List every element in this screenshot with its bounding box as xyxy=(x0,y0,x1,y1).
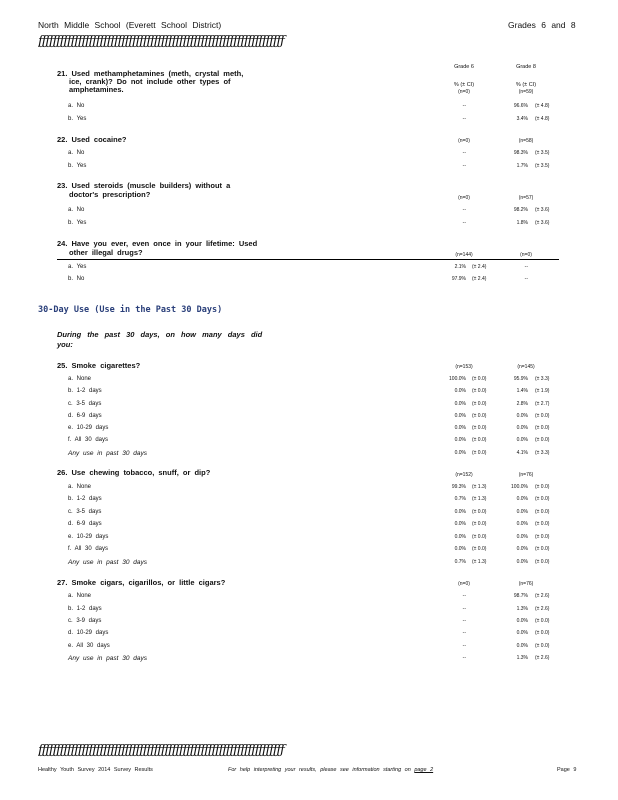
q21-value-grade8: 96.6% xyxy=(513,103,528,109)
q23-option-label: b. Yes xyxy=(68,220,87,226)
table-rule xyxy=(57,259,559,260)
q21-ci-grade8: (± 4.8) xyxy=(535,116,550,122)
q21-value-grade8: 3.4% xyxy=(516,116,528,122)
question-27: 27. Smoke cigars, cigarillos, or little cigars? xyxy=(57,578,226,587)
q22-value-grade8: 1.7% xyxy=(516,163,528,169)
q21-n-grade8: (n=59) xyxy=(518,89,534,95)
q26-value-grade8: 0.0% xyxy=(516,521,528,527)
q27-ci-grade8: (± 0.0) xyxy=(535,630,550,636)
q26-value-grade6: 0.0% xyxy=(454,521,466,527)
q26-value-grade8: 0.0% xyxy=(516,559,528,565)
q26-option-label: f. All 30 days xyxy=(68,546,109,552)
q26-value-grade6: 99.3% xyxy=(451,484,466,490)
question-24-line2: other illegal drugs? xyxy=(69,248,143,257)
q23-value-grade6: -- xyxy=(462,207,466,213)
q27-value-grade6: -- xyxy=(462,643,466,649)
q27-value-grade8: 0.0% xyxy=(516,630,528,636)
ornament-divider-bottom: ƒƒƒƒƒƒƒƒƒƒƒƒƒƒƒƒƒƒƒƒƒƒƒƒƒƒƒƒƒƒƒƒƒƒƒƒƒƒƒƒƒƒƒƒƒƒƒƒƒƒƒƒƒƒƒƒƒƒƒƒƒƒƒƒƒƒƒƒ xyxy=(38,743,284,758)
q27-ci-grade8: (± 0.0) xyxy=(535,618,550,624)
q26-ci-grade8: (± 0.0) xyxy=(535,521,550,527)
q26-ci-grade8: (± 0.0) xyxy=(535,496,550,502)
q26-value-grade8: 100.0% xyxy=(511,484,528,490)
q25-value-grade6: 0.0% xyxy=(454,437,466,443)
col-header-grade8: Grade 8 xyxy=(516,64,536,70)
q26-value-grade6: 0.0% xyxy=(454,509,466,515)
q26-ci-grade8: (± 0.0) xyxy=(535,484,550,490)
q22-n-grade6: (n=0) xyxy=(458,138,470,144)
q25-option-label: c. 3-5 days xyxy=(68,401,102,407)
q25-value-grade6: 100.0% xyxy=(449,376,466,382)
footer-page-link[interactable]: page 2 xyxy=(414,767,434,773)
q25-ci-grade8: (± 3.3) xyxy=(535,450,550,456)
q22-option-label: b. Yes xyxy=(68,163,87,169)
q26-value-grade8: 0.0% xyxy=(516,546,528,552)
q21-ci-grade8: (± 4.8) xyxy=(535,103,550,109)
footer-help-label: For help interpreting your results, please see information starting on xyxy=(228,767,411,773)
q25-n-grade6: (n=153) xyxy=(455,364,473,370)
q26-value-grade8: 0.0% xyxy=(516,534,528,540)
q22-value-grade6: -- xyxy=(462,150,466,156)
q26-ci-grade6: (± 1.3) xyxy=(472,484,487,490)
q25-option-label: d. 6-9 days xyxy=(68,413,102,419)
q24-ci-grade6: (± 2.4) xyxy=(472,264,487,270)
q25-ci-grade6: (± 0.0) xyxy=(472,413,487,419)
q25-ci-grade8: (± 0.0) xyxy=(535,413,550,419)
q25-value-grade8: 95.9% xyxy=(513,376,528,382)
question-23-line1: 23. Used steroids (muscle builders) without a xyxy=(57,181,231,190)
q25-ci-grade8: (± 0.0) xyxy=(535,437,550,443)
grades-header: Grades 6 and 8 xyxy=(508,20,576,30)
q25-ci-grade6: (± 0.0) xyxy=(472,450,487,456)
q26-value-grade8: 0.0% xyxy=(516,509,528,515)
q27-value-grade6: -- xyxy=(462,593,466,599)
q27-value-grade8: 0.0% xyxy=(516,618,528,624)
q25-value-grade8: 0.0% xyxy=(516,437,528,443)
q27-value-grade8: 98.7% xyxy=(513,593,528,599)
q27-option-label: d. 10-29 days xyxy=(68,630,109,636)
q26-option-label: b. 1-2 days xyxy=(68,496,102,502)
q22-n-grade8: (n=58) xyxy=(518,138,534,144)
q27-value-grade8: 1.3% xyxy=(516,606,528,612)
q27-option-label: Any use in past 30 days xyxy=(68,655,148,662)
question-26: 26. Use chewing tobacco, snuff, or dip? xyxy=(57,468,211,477)
q21-option-label: b. Yes xyxy=(68,116,87,122)
q25-ci-grade8: (± 2.7) xyxy=(535,401,550,407)
q26-option-label: a. None xyxy=(68,484,92,490)
q24-value-grade8: -- xyxy=(524,276,528,282)
q25-value-grade8: 4.1% xyxy=(516,450,528,456)
q23-value-grade8: 98.2% xyxy=(513,207,528,213)
q25-option-label: f. All 30 days xyxy=(68,437,109,443)
q25-ci-grade6: (± 0.0) xyxy=(472,425,487,431)
q22-ci-grade8: (± 3.5) xyxy=(535,150,550,156)
q25-value-grade8: 1.4% xyxy=(516,388,528,394)
q23-n-grade6: (n=0) xyxy=(458,195,470,201)
ornament-divider-top: ƒƒƒƒƒƒƒƒƒƒƒƒƒƒƒƒƒƒƒƒƒƒƒƒƒƒƒƒƒƒƒƒƒƒƒƒƒƒƒƒƒƒƒƒƒƒƒƒƒƒƒƒƒƒƒƒƒƒƒƒƒƒƒƒƒƒƒƒ xyxy=(38,34,284,49)
q26-ci-grade8: (± 0.0) xyxy=(535,509,550,515)
q22-ci-grade8: (± 3.5) xyxy=(535,163,550,169)
q26-value-grade6: 0.0% xyxy=(454,546,466,552)
question-21-line2: ice, crank)? Do not include other types of xyxy=(69,77,231,86)
q25-ci-grade6: (± 0.0) xyxy=(472,388,487,394)
q26-ci-grade8: (± 0.0) xyxy=(535,534,550,540)
q21-option-label: a. No xyxy=(68,103,85,109)
q23-ci-grade8: (± 3.6) xyxy=(535,220,550,226)
q27-option-label: c. 3-9 days xyxy=(68,618,102,624)
q25-value-grade6: 0.0% xyxy=(454,413,466,419)
question-21-line3: amphetamines. xyxy=(69,85,124,94)
q24-value-grade6: 97.9% xyxy=(451,276,466,282)
q26-option-label: e. 10-29 days xyxy=(68,534,109,540)
q27-option-label: a. None xyxy=(68,593,92,599)
q27-value-grade8: 0.0% xyxy=(516,643,528,649)
q26-ci-grade8: (± 0.0) xyxy=(535,546,550,552)
q25-ci-grade6: (± 0.0) xyxy=(472,376,487,382)
q26-n-grade8: (n=76) xyxy=(518,472,534,478)
q27-value-grade6: -- xyxy=(462,618,466,624)
q26-ci-grade6: (± 1.3) xyxy=(472,559,487,565)
prompt-30-days: During the past 30 days, on how many days did you: xyxy=(57,330,263,349)
q26-ci-grade8: (± 0.0) xyxy=(535,559,550,565)
q23-value-grade8: 1.8% xyxy=(516,220,528,226)
q27-option-label: b. 1-2 days xyxy=(68,606,102,612)
q27-ci-grade8: (± 2.6) xyxy=(535,655,550,661)
q27-value-grade8: 1.3% xyxy=(516,655,528,661)
q24-n-grade8: (n=0) xyxy=(520,252,532,258)
q27-ci-grade8: (± 0.0) xyxy=(535,643,550,649)
q22-value-grade6: -- xyxy=(462,163,466,169)
q25-value-grade8: 2.8% xyxy=(516,401,528,407)
q27-value-grade6: -- xyxy=(462,606,466,612)
q25-value-grade8: 0.0% xyxy=(516,425,528,431)
q26-value-grade6: 0.0% xyxy=(454,534,466,540)
q25-value-grade6: 0.0% xyxy=(454,425,466,431)
school-header: North Middle School (Everett School District) xyxy=(38,20,222,30)
q26-ci-grade6: (± 0.0) xyxy=(472,521,487,527)
q26-option-label: c. 3-5 days xyxy=(68,509,102,515)
q27-ci-grade8: (± 2.6) xyxy=(535,593,550,599)
q25-ci-grade8: (± 1.9) xyxy=(535,388,550,394)
q22-value-grade8: 98.3% xyxy=(513,150,528,156)
question-21-line1: 21. Used methamphetamines (meth, crystal meth, xyxy=(57,69,244,78)
col-header-pct-ci-6: % (± CI) xyxy=(453,82,475,88)
q25-ci-grade8: (± 0.0) xyxy=(535,425,550,431)
q25-option-label: Any use in past 30 days xyxy=(68,450,148,457)
footer-help-text xyxy=(228,767,433,773)
q25-value-grade6: 0.0% xyxy=(454,388,466,394)
q26-value-grade6: 0.7% xyxy=(454,559,466,565)
q24-n-grade6: (n=144) xyxy=(455,252,473,258)
q24-option-label: a. Yes xyxy=(68,264,87,270)
question-24-line1: 24. Have you ever, even once in your lifetime: Used xyxy=(57,239,258,248)
q25-option-label: a. None xyxy=(68,376,92,382)
q27-value-grade6: -- xyxy=(462,630,466,636)
section-title-30-day: 30-Day Use (Use in the Past 30 Days) xyxy=(38,305,223,315)
q26-value-grade6: 0.7% xyxy=(454,496,466,502)
q21-value-grade6: -- xyxy=(462,116,466,122)
col-header-grade6: Grade 6 xyxy=(454,64,474,70)
q25-option-label: e. 10-29 days xyxy=(68,425,109,431)
q27-option-label: e. All 30 days xyxy=(68,643,110,649)
q26-ci-grade6: (± 0.0) xyxy=(472,546,487,552)
q24-ci-grade6: (± 2.4) xyxy=(472,276,487,282)
q24-value-grade8: -- xyxy=(524,264,528,270)
q23-value-grade6: -- xyxy=(462,220,466,226)
q25-ci-grade6: (± 0.0) xyxy=(472,401,487,407)
question-25: 25. Smoke cigarettes? xyxy=(57,361,141,370)
q26-value-grade8: 0.0% xyxy=(516,496,528,502)
q27-ci-grade8: (± 2.6) xyxy=(535,606,550,612)
q25-ci-grade6: (± 0.0) xyxy=(472,437,487,443)
q25-n-grade8: (n=145) xyxy=(517,364,535,370)
q27-n-grade6: (n=0) xyxy=(458,581,470,587)
q26-option-label: d. 6-9 days xyxy=(68,521,102,527)
q24-option-label: b. No xyxy=(68,276,85,282)
q26-ci-grade6: (± 1.3) xyxy=(472,496,487,502)
q24-value-grade6: 2.1% xyxy=(454,264,466,270)
q25-ci-grade8: (± 3.3) xyxy=(535,376,550,382)
q23-ci-grade8: (± 3.6) xyxy=(535,207,550,213)
q26-ci-grade6: (± 0.0) xyxy=(472,534,487,540)
footer-left: Healthy Youth Survey 2014 Survey Results xyxy=(38,767,153,773)
q22-option-label: a. No xyxy=(68,150,85,156)
q25-value-grade6: 0.0% xyxy=(454,450,466,456)
question-23-line2: doctor's prescription? xyxy=(69,190,151,199)
q26-option-label: Any use in past 30 days xyxy=(68,559,148,566)
q25-value-grade8: 0.0% xyxy=(516,413,528,419)
footer-page-number: Page 9 xyxy=(557,767,577,773)
q23-n-grade8: (n=57) xyxy=(518,195,534,201)
question-22: 22. Used cocaine? xyxy=(57,135,127,144)
col-header-pct-ci-8: % (± CI) xyxy=(515,82,537,88)
q25-option-label: b. 1-2 days xyxy=(68,388,102,394)
q21-n-grade6: (n=0) xyxy=(458,89,470,95)
q25-value-grade6: 0.0% xyxy=(454,401,466,407)
q23-option-label: a. No xyxy=(68,207,85,213)
q21-value-grade6: -- xyxy=(462,103,466,109)
q26-ci-grade6: (± 0.0) xyxy=(472,509,487,515)
q27-value-grade6: -- xyxy=(462,655,466,661)
q26-n-grade6: (n=152) xyxy=(455,472,473,478)
q27-n-grade8: (n=76) xyxy=(518,581,534,587)
